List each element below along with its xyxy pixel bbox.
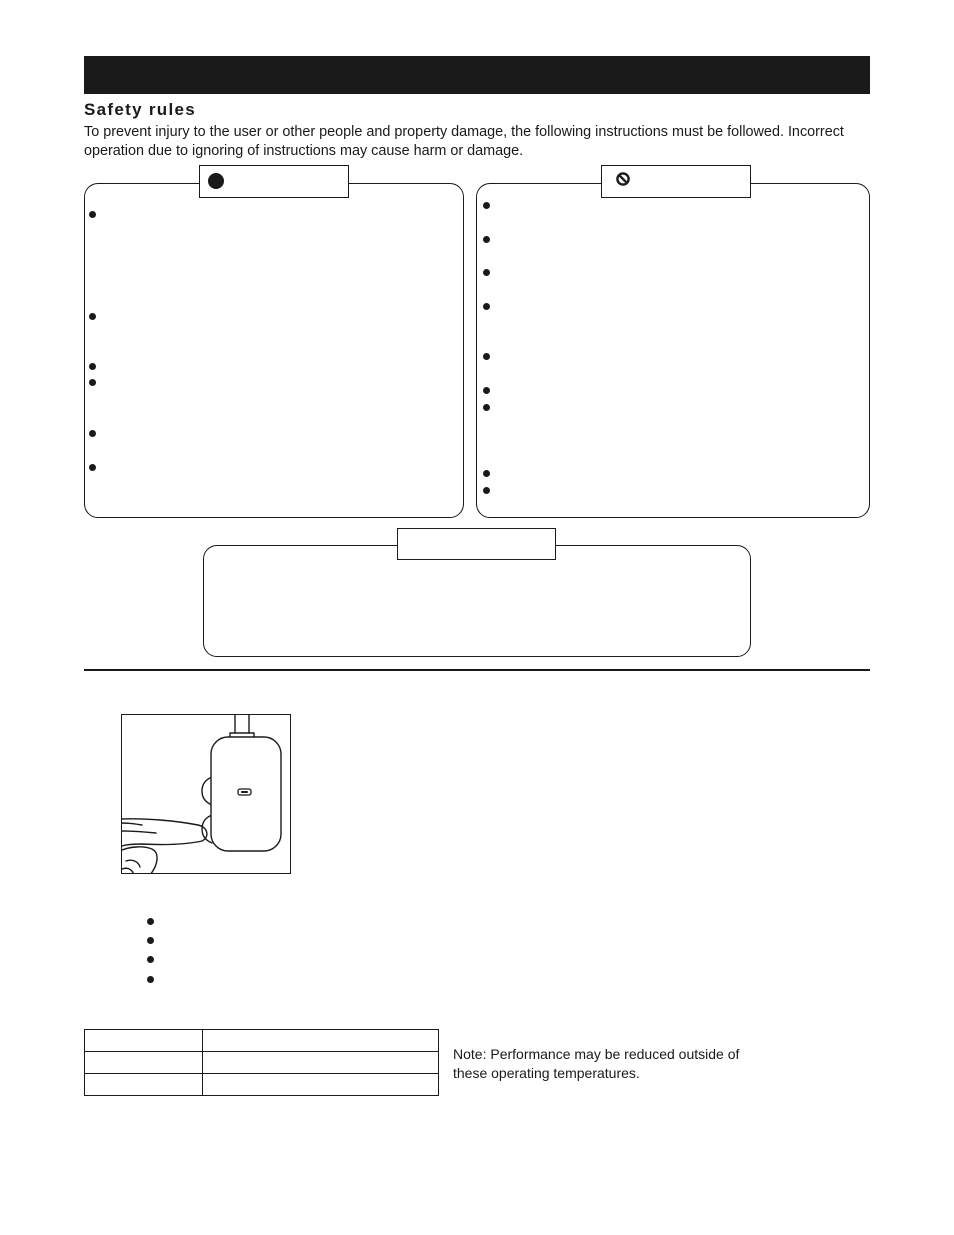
table-row	[85, 1074, 439, 1096]
filled-circle-icon	[208, 173, 224, 189]
bullet	[89, 363, 96, 370]
prohibited-actions-box	[476, 183, 870, 518]
table-row	[85, 1030, 439, 1052]
bullet	[483, 404, 490, 411]
table-cell	[203, 1052, 439, 1074]
bullet	[483, 487, 490, 494]
bullet	[89, 430, 96, 437]
bullet	[483, 387, 490, 394]
bullet	[147, 918, 154, 925]
temperature-note: Note: Performance may be reduced outside of these operating temperatures.	[453, 1046, 740, 1081]
operating-temperature-table	[84, 1029, 439, 1096]
bullet	[483, 269, 490, 276]
bullet	[483, 202, 490, 209]
table-cell	[85, 1052, 203, 1074]
bullet	[483, 353, 490, 360]
header-bar	[84, 56, 870, 94]
device-illustration	[121, 714, 291, 874]
notice-box	[203, 545, 751, 657]
bullet	[147, 956, 154, 963]
table-cell	[85, 1074, 203, 1096]
table-cell	[85, 1030, 203, 1052]
bullet	[483, 303, 490, 310]
table-cell	[203, 1030, 439, 1052]
section-title: Safety rules	[84, 100, 196, 119]
bullet	[89, 464, 96, 471]
notice-tab	[397, 528, 556, 560]
prohibition-icon	[616, 172, 630, 186]
section-divider	[84, 669, 870, 671]
bullet	[89, 379, 96, 386]
bullet	[483, 236, 490, 243]
mandatory-instructions-box	[84, 183, 464, 518]
table-cell	[203, 1074, 439, 1096]
table-row	[85, 1052, 439, 1074]
bullet	[89, 313, 96, 320]
intro-text: To prevent injury to the user or other people and property damage, the following instructions must be followed. Incorrect operation due to ignoring of instructions may cause harm or damage.	[84, 124, 844, 159]
bullet	[89, 211, 96, 218]
bullet	[147, 976, 154, 983]
bullet	[483, 470, 490, 477]
bullet	[147, 937, 154, 944]
